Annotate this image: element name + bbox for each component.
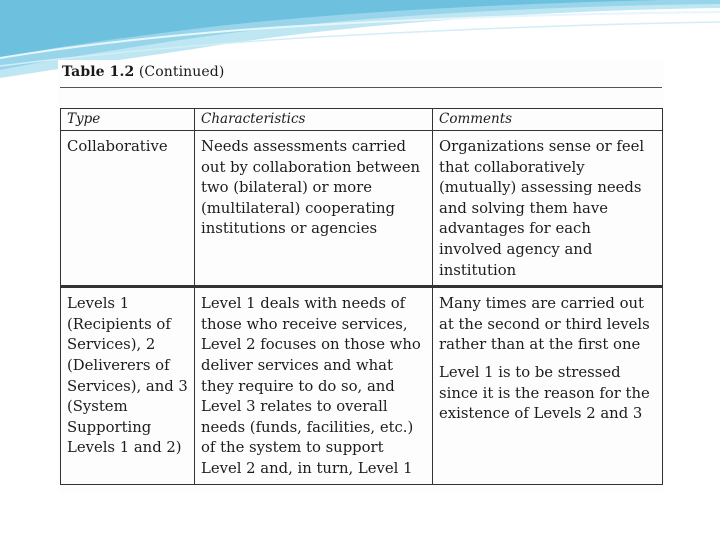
cell-type: Levels 1 (Recipients of Services), 2 (Deliverers of Services), and 3 (System Supporting Levels 1 and 2) <box>61 287 195 485</box>
cell-characteristics: Needs assessments carried out by collaboration between two (bilateral) or more (multilateral) cooperating institutions or agencies <box>195 131 433 287</box>
cell-characteristics: Level 1 deals with needs of those who receive services, Level 2 focuses on those who deliver services and what they require to do so, and Level 3 relates to overall needs (funds, facilities, etc.) of the system to support Level 2 and, in turn, Level 1 <box>195 287 433 485</box>
scanned-table-page <box>58 60 664 492</box>
comment-paragraph: Many times are carried out at the second or third levels rather than at the first one <box>439 295 650 354</box>
table-header-row <box>61 109 663 131</box>
table-caption <box>62 64 224 80</box>
cell-type: Collaborative <box>61 131 195 287</box>
header-type: Type <box>61 109 195 131</box>
cell-comments <box>433 287 663 485</box>
comment-paragraph: Organizations sense or feel that collaboratively (mutually) assessing needs and solving them have advantages for each involved agency and institution <box>439 138 645 279</box>
cell-comments <box>433 131 663 287</box>
table-caption-label: Table 1.2 <box>62 64 135 80</box>
caption-rule <box>60 87 662 88</box>
comment-paragraph: Level 1 is to be stressed since it is the reason for the existence of Levels 2 and 3 <box>439 363 650 423</box>
table-caption-suffix: (Continued) <box>138 64 225 80</box>
needs-assessment-table <box>60 108 663 485</box>
table-row <box>61 287 663 485</box>
header-characteristics: Characteristics <box>195 109 433 131</box>
header-comments: Comments <box>433 109 663 131</box>
table-row <box>61 131 663 287</box>
